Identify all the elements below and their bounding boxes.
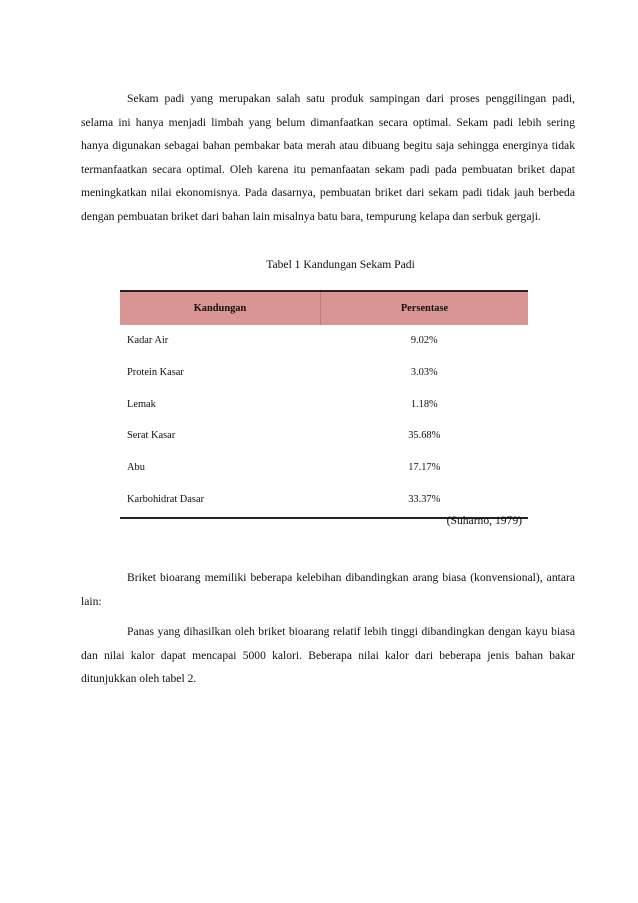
paragraph-text: Briket bioarang memiliki beberapa kelebihan dibandingkan arang biasa (konvensional), antara lain: bbox=[81, 571, 575, 608]
paragraph-text: Sekam padi yang merupakan salah satu produk sampingan dari proses penggilingan padi, selama ini hanya menjadi limbah yang belum dimanfaatkan secara optimal. Sekam padi lebih sering hanya digunakan sebagai bahan pembakar bata merah atau dibuang begitu saja sehingga energinya tidak termanfaatkan secara optimal. Oleh karena itu pemanfaatan sekam padi pada pembuatan briket dapat meningkatkan nilai ekonomisnya. Pada dasarnya, pembuatan briket dari sekam padi tidak jauh berbeda dengan pembuatan briket dari bahan lain misalnya batu bara, tempurung kelapa dan serbuk gergaji. bbox=[81, 92, 575, 223]
header-kandungan: Kandungan bbox=[120, 291, 321, 325]
row-value: 3.03% bbox=[410, 367, 438, 379]
table-row bbox=[120, 357, 528, 389]
kandungan-table bbox=[120, 290, 528, 519]
paragraph-kelebihan bbox=[81, 566, 575, 613]
row-name: Lemak bbox=[127, 398, 156, 410]
table-row bbox=[120, 420, 528, 452]
table-row bbox=[120, 325, 528, 357]
table-source: (Suharno, 1979) bbox=[446, 514, 522, 527]
row-name: Abu bbox=[127, 462, 145, 474]
row-name: Protein Kasar bbox=[127, 367, 184, 379]
rule-cell bbox=[120, 515, 321, 518]
row-value: 35.68% bbox=[408, 430, 441, 442]
row-value: 33.37% bbox=[408, 493, 441, 505]
row-value: 17.17% bbox=[408, 462, 441, 474]
table-header-row bbox=[120, 291, 528, 325]
row-name: Serat Kasar bbox=[127, 430, 176, 442]
table-row bbox=[120, 388, 528, 420]
paragraph-panas bbox=[81, 620, 575, 691]
row-name: Kadar Air bbox=[127, 335, 169, 347]
table-row bbox=[120, 452, 528, 484]
table-caption: Tabel 1 Kandungan Sekam Padi bbox=[266, 258, 415, 271]
header-persentase: Persentase bbox=[321, 291, 529, 325]
table-row bbox=[120, 483, 528, 515]
row-value: 9.02% bbox=[410, 335, 438, 347]
row-value: 1.18% bbox=[410, 398, 438, 410]
paragraph-sekam-padi bbox=[81, 87, 575, 229]
paragraph-text: Panas yang dihasilkan oleh briket bioarang relatif lebih tinggi dibandingkan dengan kayu biasa dan nilai kalor dapat mencapai 5000 kalori. Beberapa nilai kalor dari beberapa jenis bahan bakar ditunjukkan oleh tabel 2. bbox=[81, 625, 575, 686]
row-name: Karbohidrat Dasar bbox=[127, 493, 205, 505]
